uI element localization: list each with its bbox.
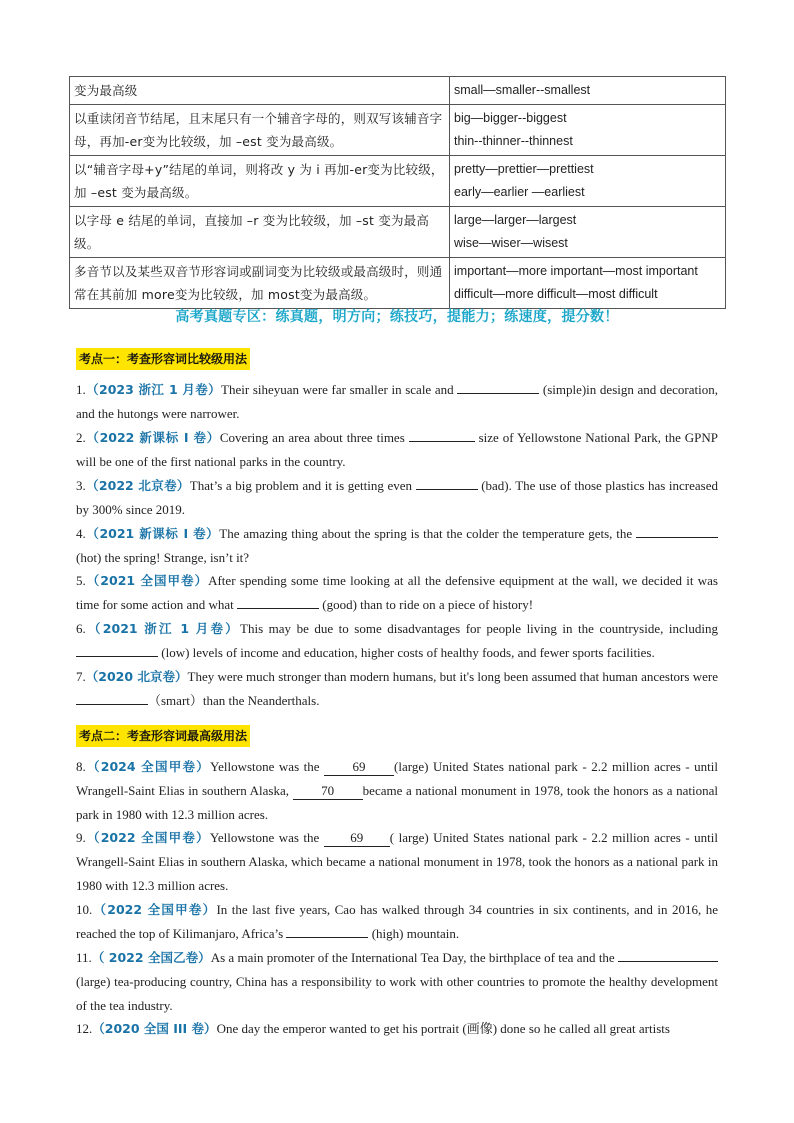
question-1 — [76, 378, 718, 426]
question-text: (large) United States national park - 2.2 million acres - until Wrangell-Saint Elias in southern Alaska, — [76, 759, 718, 798]
example-line: small—smaller--smallest — [454, 83, 591, 97]
example-cell — [450, 77, 726, 105]
question-text: Their siheyuan were far smaller in scale and — [221, 382, 458, 397]
question-source: （2023 浙江 1 月卷） — [85, 382, 222, 397]
question-number: 8. — [76, 759, 86, 774]
answer-blank — [416, 475, 478, 490]
answer-blank — [237, 594, 319, 609]
question-12 — [76, 1017, 718, 1041]
question-text: （smart）than the Neanderthals. — [148, 693, 320, 708]
question-text: That’s a big problem and it is getting even — [189, 478, 416, 493]
rules-table-row — [70, 207, 726, 258]
rule-cell: 以重读闭音节结尾，且末尾只有一个辅音字母的，则双写该辅音字母，再加-er变为比较级，加 –est 变为最高级。 — [70, 105, 450, 156]
question-text: size of Yellowstone National Park, the GPNP will be one of the first national parks in the country. — [76, 430, 718, 469]
answer-blank: 70 — [293, 783, 363, 800]
question-number: 3. — [76, 478, 86, 493]
question-text: This may be due to some disadvantages for people living in the countryside, including — [240, 621, 718, 636]
question-text: They were much stronger than modern humans, but it's long been assumed that human ancestors were — [187, 669, 718, 684]
question-text: As a main promoter of the International Tea Day, the birthplace of tea and the — [210, 950, 618, 965]
question-text: (bad). The use of those plastics has increased by 300% since 2019. — [76, 478, 718, 517]
rule-cell: 以字母 e 结尾的单词，直接加 –r 变为比较级，加 –st 变为最高级。 — [70, 207, 450, 258]
question-number: 2. — [76, 430, 86, 445]
comparison-rules-table — [69, 76, 726, 309]
answer-blank — [457, 379, 539, 394]
answer-blank — [636, 523, 718, 538]
example-cell — [450, 156, 726, 207]
practice-banner: 高考真题专区：练真题，明方向；练技巧，提能力；练速度，提分数！ — [175, 309, 619, 325]
rules-table-row — [70, 258, 726, 309]
section2-title: 考点二：考查形容词最高级用法 — [76, 725, 250, 747]
question-source: （2022 全国甲卷） — [92, 902, 217, 917]
question-number: 11. — [76, 950, 92, 965]
answer-blank — [286, 923, 368, 938]
question-4 — [76, 522, 718, 570]
answer-blank — [618, 947, 718, 962]
question-source: （2024 全国甲卷） — [85, 759, 210, 774]
rule-cell: 多音节以及某些双音节形容词或副词变为比较级或最高级时，则通常在其前加 more变为比较级，加 most变为最高级。 — [70, 258, 450, 309]
example-line: thin--thinner--thinnest — [454, 134, 573, 148]
question-source: （2021 新课标 I 卷） — [85, 526, 220, 541]
question-source: （2021 全国甲卷） — [85, 573, 209, 588]
question-text: Yellowstone was the — [209, 830, 324, 845]
question-text: (high) mountain. — [368, 926, 460, 941]
rules-table-row — [70, 156, 726, 207]
question-7 — [76, 665, 718, 713]
question-source: （2021 浙江 1 月卷） — [85, 621, 241, 636]
section1-title: 考点一：考查形容词比较级用法 — [76, 348, 250, 370]
question-5 — [76, 569, 718, 617]
question-text: (hot) the spring! Strange, isn’t it? — [76, 550, 250, 565]
example-line: pretty—prettier—prettiest — [454, 162, 594, 176]
question-number: 5. — [76, 573, 86, 588]
question-number: 7. — [76, 669, 86, 684]
example-line: early—earlier —earliest — [454, 185, 585, 199]
question-text: (simple)in design and decoration, and the hutongs were narrower. — [76, 382, 718, 421]
question-text: Yellowstone was the — [210, 759, 325, 774]
question-text: Covering an area about three times — [219, 430, 409, 445]
answer-blank: 69 — [324, 759, 394, 776]
question-source: （2020 北京卷） — [85, 669, 188, 684]
question-text: (low) levels of income and education, higher costs of healthy foods, and fewer sports facilities. — [158, 645, 655, 660]
example-cell — [450, 207, 726, 258]
question-10 — [76, 898, 718, 946]
question-3 — [76, 474, 718, 522]
example-line: large—larger—largest — [454, 213, 577, 227]
question-2 — [76, 426, 718, 474]
question-text: (good) than to ride on a piece of history! — [319, 597, 534, 612]
question-text: (large) tea-producing country, China has a responsibility to work with other countries to promote the healthy development of the tea industry. — [76, 974, 718, 1013]
question-number: 10. — [76, 902, 93, 917]
answer-blank — [409, 427, 475, 442]
question-8 — [76, 755, 718, 827]
answer-blank — [76, 642, 158, 657]
question-text: became a national monument in 1978, took the honors as a national park in 1980 with 12.3 million acres. — [76, 783, 718, 822]
question-9 — [76, 826, 718, 898]
example-line: difficult—more difficult—most difficult — [454, 287, 658, 301]
rule-cell: 变为最高级 — [70, 77, 450, 105]
question-number: 1. — [76, 382, 86, 397]
question-number: 12. — [76, 1021, 93, 1036]
rules-table-row — [70, 105, 726, 156]
question-6 — [76, 617, 718, 665]
question-source: （2022 新课标 I 卷） — [85, 430, 220, 445]
example-line: big—bigger--biggest — [454, 111, 567, 125]
question-number: 6. — [76, 621, 86, 636]
question-number: 9. — [76, 830, 86, 845]
answer-blank: 69 — [324, 830, 390, 847]
question-number: 4. — [76, 526, 86, 541]
question-text: ( large) United States national park - 2.2 million acres - until Wrangell-Saint Elias in southern Alaska, which became a national monument in 1978, took the honors as a national park in 1980 with 12.3 million acres. — [76, 830, 718, 893]
question-source: （2022 北京卷） — [85, 478, 190, 493]
rules-table-row — [70, 77, 726, 105]
question-source: （2022 全国甲卷） — [85, 830, 210, 845]
question-11 — [76, 946, 718, 1018]
example-line: important—more important—most important — [454, 264, 698, 278]
answer-blank — [76, 690, 148, 705]
question-text: In the last five years, Cao has walked through 34 countries in six continents, and in 2016, he reached the top of Kilimanjaro, Africa’s — [76, 902, 718, 941]
question-text: One day the emperor wanted to get his portrait (画像) done so he called all great artists — [216, 1021, 670, 1036]
question-text: The amazing thing about the spring is that the colder the temperature gets, the — [219, 526, 636, 541]
question-text: After spending some time looking at all the defensive equipment at the wall, we decided it was time for some action and what — [76, 573, 718, 612]
question-source: （2020 全国 III 卷） — [92, 1021, 217, 1036]
example-cell — [450, 258, 726, 309]
example-line: wise—wiser—wisest — [454, 236, 568, 250]
example-cell — [450, 105, 726, 156]
question-source: （ 2022 全国乙卷） — [91, 950, 211, 965]
rule-cell: 以“辅音字母+y”结尾的单词，则将改 y 为 i 再加-er变为比较级，加 –est 变为最高级。 — [70, 156, 450, 207]
